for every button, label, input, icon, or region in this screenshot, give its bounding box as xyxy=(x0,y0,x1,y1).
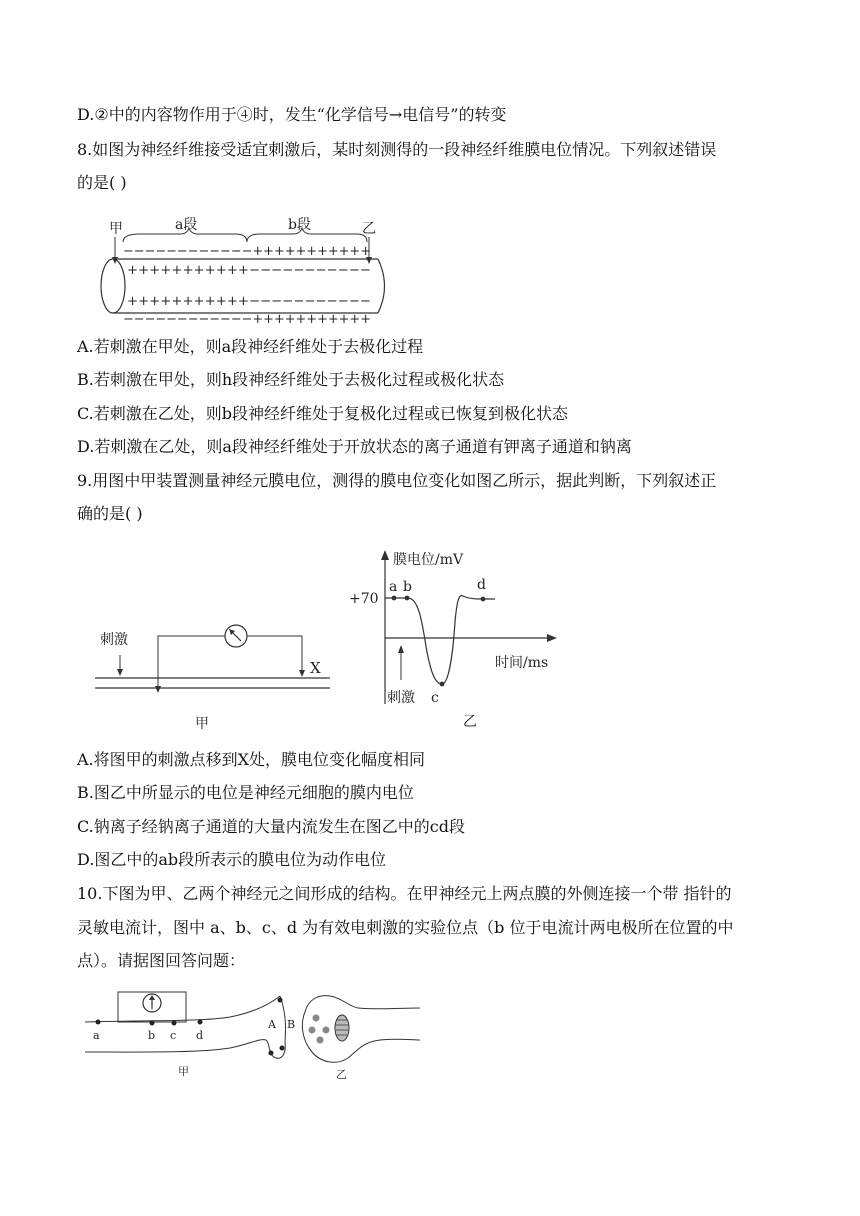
q9-stem-line2: 确的是( ) xyxy=(77,504,143,523)
q8-option-a: A.若刺激在甲处，则a段神经纤维处于去极化过程 xyxy=(77,337,424,356)
fig10-nucleus xyxy=(335,1015,349,1041)
fig10-label-b: b xyxy=(148,1029,156,1042)
q8-option-c: C.若刺激在乙处，则b段神经纤维处于复极化过程或已恢复到极化状态 xyxy=(77,404,569,423)
fig9b-label-b: b xyxy=(403,579,412,595)
fig8-fiber-right-end xyxy=(378,259,385,313)
fig10-point-c xyxy=(172,1021,177,1026)
fig8-fiber-end xyxy=(101,259,125,313)
fig10-vesicle xyxy=(313,1015,320,1022)
fig9a-label-x: X xyxy=(310,659,321,677)
fig9b-label-d: d xyxy=(477,577,486,593)
fig10-caption-yi: 乙 xyxy=(336,1068,347,1081)
fig10-label-A: A xyxy=(268,1018,276,1031)
fig9b-x-arrowhead xyxy=(547,634,557,642)
q10-stem-line3: 点）。请据图回答问题： xyxy=(77,951,246,970)
fig9a-stim-arrowhead xyxy=(117,669,123,676)
q8-nerve-fiber-figure xyxy=(95,210,405,325)
fig10-point-b xyxy=(150,1021,155,1026)
fig10-label-B: B xyxy=(287,1018,296,1031)
q10-stem-line1: 10.下图为甲、乙两个神经元之间形成的结构。在甲神经元上两点膜的外侧连接一个带 指针的 xyxy=(77,884,732,903)
fig9b-stim-arrowhead xyxy=(398,645,404,653)
fig10-vesicle xyxy=(323,1027,330,1034)
q9-option-c: C.钠离子经钠离子通道的大量内流发生在图乙中的cd段 xyxy=(77,817,465,836)
fig9b-point-b xyxy=(405,596,410,601)
fig8-label-a: a段 xyxy=(175,217,198,233)
fig10-label-d: d xyxy=(196,1029,204,1042)
fig8-top-outer-charges: −−−−−−−−−−−−+++++++++++ xyxy=(123,244,371,259)
q10-synapse-figure xyxy=(80,982,430,1082)
fig9a-electrode-left-tip xyxy=(155,686,161,693)
q9-option-b: B.图乙中所显示的电位是神经元细胞的膜内电位 xyxy=(77,783,414,802)
q9-apparatus-figure xyxy=(90,600,340,735)
fig9b-caption: 乙 xyxy=(463,714,477,730)
fig10-vesicle xyxy=(317,1037,324,1044)
fig9b-label-c: c xyxy=(431,690,439,706)
q10-stem-line2: 灵敏电流计，图中 a、b、c、d 为有效电刺激的实验位点（b 位于电流计两电极所在位置的中 xyxy=(77,918,734,937)
fig8-top-inner-charges: +++++++++++−−−−−−−−−−− xyxy=(127,263,371,278)
fig10-point-a xyxy=(96,1020,101,1025)
q7-option-d: D.②中的内容物作用于④时，发生“化学信号→电信号”的转变 xyxy=(77,105,507,124)
q8-option-d: D.若刺激在乙处，则a段神经纤维处于开放状态的离子通道有钾离子通道和钠离 xyxy=(77,437,632,456)
fig9b-y-arrowhead xyxy=(381,550,389,560)
q9-option-d: D.图乙中的ab段所表示的膜电位为动作电位 xyxy=(77,850,387,869)
fig9b-ylabel: 膜电位/mV xyxy=(393,552,464,568)
fig10-terminal-end xyxy=(280,996,285,1042)
fig8-label-jia: 甲 xyxy=(109,221,123,237)
q9-potential-graph xyxy=(345,542,575,732)
fig8-label-yi: 乙 xyxy=(362,221,376,237)
q9-option-a: A.将图甲的刺激点移到X处，膜电位变化幅度相同 xyxy=(77,750,426,769)
fig10-label-c: c xyxy=(170,1029,177,1042)
fig9a-wire-left xyxy=(158,636,225,688)
fig9b-stim-label: 刺激 xyxy=(387,690,415,706)
fig10-caption-jia: 甲 xyxy=(178,1065,189,1078)
fig8-bottom-outer-charges: −−−−−−−−−−−−+++++++++++ xyxy=(123,312,371,325)
fig10-point-A-bottom xyxy=(280,1046,285,1051)
fig8-bottom-inner-charges: +++++++++++−−−−−−−−−−− xyxy=(127,294,371,309)
fig10-point-d xyxy=(198,1020,203,1025)
fig9b-point-c xyxy=(440,682,445,687)
fig9a-stim-label: 刺激 xyxy=(100,632,128,648)
q8-stem-line1: 8.如图为神经纤维接受适宜刺激后，某时刻测得的一段神经纤维膜电位情况。下列叙述错误 xyxy=(77,140,717,159)
fig9b-xlabel: 时间/ms xyxy=(495,655,549,671)
fig9a-caption: 甲 xyxy=(195,716,209,732)
fig9a-electrode-right-tip xyxy=(299,670,305,677)
fig9b-label-a: a xyxy=(389,579,398,595)
fig8-label-b: b段 xyxy=(288,217,311,233)
fig10-neuron-jia-bottom xyxy=(85,1040,285,1059)
fig10-label-a: a xyxy=(93,1029,100,1042)
fig10-neuron-yi xyxy=(302,996,420,1063)
fig10-point-A-top xyxy=(278,998,283,1003)
fig9b-point-a xyxy=(392,596,397,601)
q8-stem-line2: 的是( ) xyxy=(77,173,127,192)
fig10-neuron-jia-top xyxy=(85,996,280,1022)
fig9a-wire-right xyxy=(247,636,302,672)
fig10-vesicle xyxy=(309,1027,316,1034)
q9-stem-line1: 9.用图中甲装置测量神经元膜电位，测得的膜电位变化如图乙所示，据此判断，下列叙述正 xyxy=(77,471,717,490)
fig9b-tick-70: +70 xyxy=(349,591,379,607)
fig10-point-tip xyxy=(269,1051,274,1056)
q8-option-b: B.若刺激在甲处，则h段神经纤维处于去极化过程或极化状态 xyxy=(77,370,505,389)
fig9b-point-d xyxy=(481,597,486,602)
